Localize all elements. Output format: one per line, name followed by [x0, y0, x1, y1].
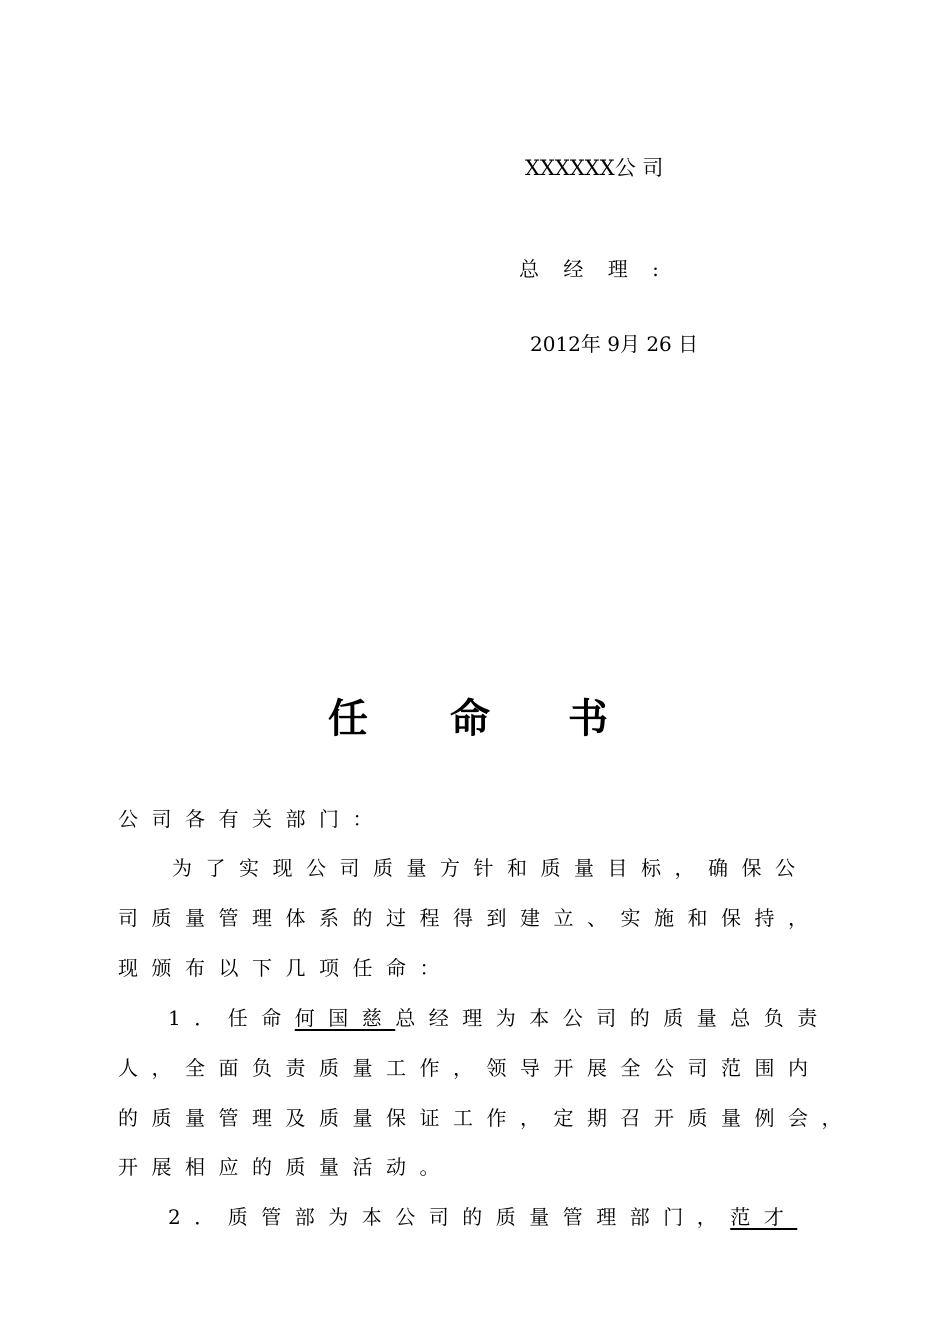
item-1-number: 1．	[168, 1006, 228, 1030]
item-1-line-2: 人，全面负责质量工作，领导开展全公司范围内	[118, 1056, 822, 1080]
title-char-2: 命	[450, 695, 490, 742]
appointee-name-2: 范才	[730, 1205, 798, 1229]
appointee-name-1: 何国慈	[294, 1006, 396, 1030]
item-1-line-4: 开展相应的质量活动。	[118, 1155, 453, 1179]
item-2-line-1	[168, 1203, 797, 1231]
title-char-1: 任	[328, 695, 368, 742]
item-1-prefix: 任命	[227, 1006, 295, 1030]
paragraph-1-line-2: 司质量管理体系的过程得到建立、实施和保持，	[118, 906, 822, 930]
item-2-number: 2．	[168, 1205, 228, 1229]
item-2-text: 质管部为本公司的质量管理部门，	[227, 1205, 731, 1229]
item-1-line-3: 的质量管理及质量保证工作，定期召开质量例会，	[118, 1106, 855, 1130]
general-manager-label: 总 经 理 :	[519, 257, 668, 281]
salutation: 公司各有关部门：	[118, 807, 386, 831]
title-char-3: 书	[568, 695, 608, 742]
signature-date: 2012年 9月 26 日	[530, 332, 699, 356]
item-1-line-1	[168, 1004, 831, 1032]
paragraph-1-line-3: 现颁布以下几项任命：	[118, 956, 453, 980]
company-name: XXXXXX公 司	[525, 156, 664, 180]
item-1-line-1-rest: 总经理为本公司的质量总负责	[395, 1006, 831, 1030]
paragraph-1-line-1: 为了实现公司质量方针和质量目标，确保公	[172, 856, 809, 880]
